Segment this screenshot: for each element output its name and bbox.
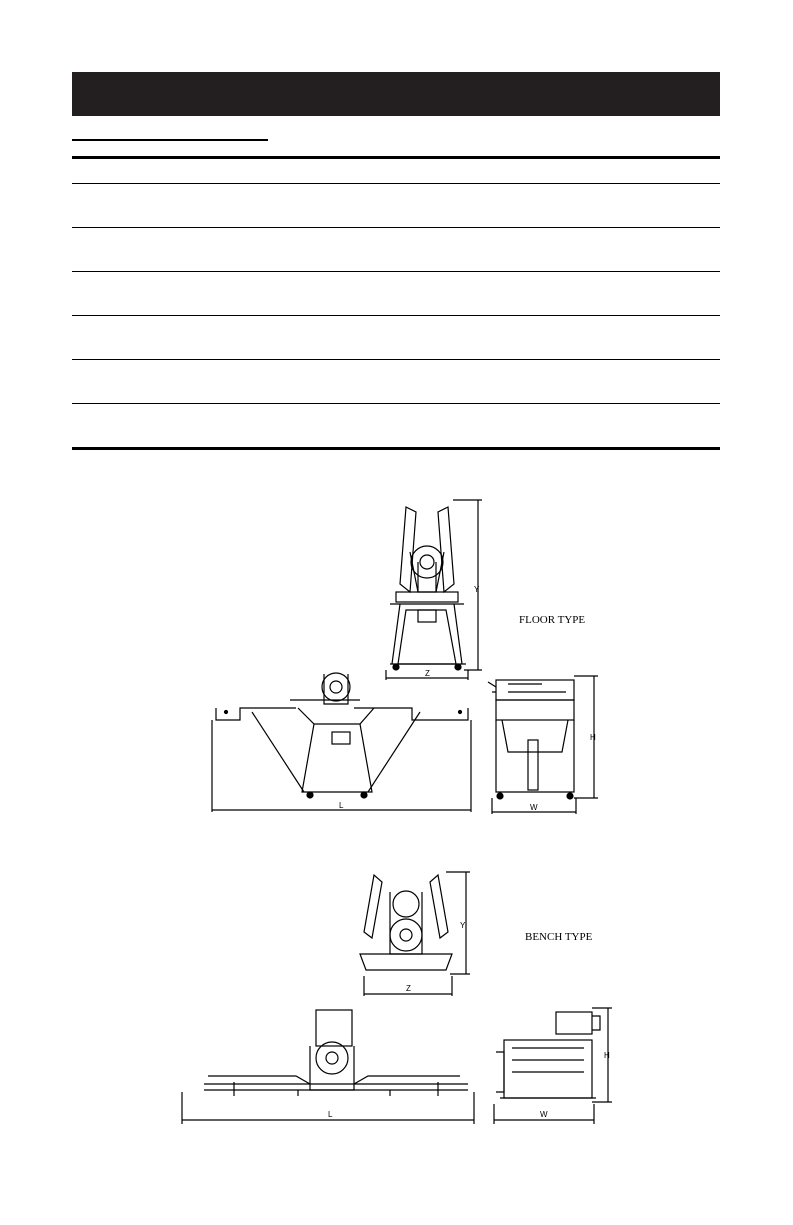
- table-cell: [290, 360, 393, 404]
- table-cell: [290, 184, 393, 228]
- table-cell: [508, 316, 611, 360]
- table-row: [72, 272, 720, 316]
- table-cell: [617, 404, 720, 449]
- floor-dim-l: L: [339, 801, 344, 810]
- table-cell: [72, 404, 175, 449]
- bench-dim-y: Y: [460, 921, 466, 930]
- table-cell: [508, 158, 611, 184]
- table-cell: [72, 272, 175, 316]
- table-cell: [508, 228, 611, 272]
- bench-end-view: [496, 1012, 600, 1098]
- table-cell: [617, 158, 720, 184]
- table-cell: [72, 360, 175, 404]
- bench-front-view: [360, 875, 452, 970]
- table-cell: [508, 360, 611, 404]
- table-cell: [181, 184, 284, 228]
- table-cell: [72, 316, 175, 360]
- table-cell: [617, 360, 720, 404]
- table-cell: [508, 184, 611, 228]
- subheading-underline: [72, 139, 268, 141]
- table-cell: [72, 158, 175, 184]
- bench-type-label: BENCH TYPE: [525, 931, 593, 943]
- table-cell: [181, 158, 284, 184]
- table-cell: [617, 272, 720, 316]
- table-cell: [290, 272, 393, 316]
- floor-dim-w: W: [530, 803, 538, 812]
- table-cell: [72, 184, 175, 228]
- table-cell: [72, 228, 175, 272]
- table-cell: [290, 404, 393, 449]
- dough-sheeter-diagrams: [178, 492, 616, 1157]
- bench-dim-z: Z: [406, 984, 411, 993]
- floor-front-view: [390, 507, 466, 670]
- table-cell: [290, 316, 393, 360]
- floor-side-view: [216, 673, 468, 798]
- specification-table: [72, 156, 720, 450]
- floor-dim-h: H: [590, 733, 596, 742]
- floor-type-label: FLOOR TYPE: [519, 614, 586, 626]
- table-cell: [399, 158, 502, 184]
- table-cell: [181, 360, 284, 404]
- bench-dim-h: H: [604, 1051, 610, 1060]
- table-row: [72, 228, 720, 272]
- table-cell: [399, 184, 502, 228]
- table-cell: [290, 158, 393, 184]
- table-cell: [508, 272, 611, 316]
- table-cell: [617, 316, 720, 360]
- table-cell: [181, 272, 284, 316]
- table-cell: [399, 360, 502, 404]
- table-cell: [399, 272, 502, 316]
- table-cell: [181, 228, 284, 272]
- table-row: [72, 404, 720, 449]
- table-row: [72, 158, 720, 184]
- table-row: [72, 184, 720, 228]
- table-cell: [181, 316, 284, 360]
- floor-end-view: [488, 680, 574, 799]
- table-cell: [399, 316, 502, 360]
- table-cell: [399, 228, 502, 272]
- bench-side-view: [204, 1010, 468, 1096]
- bench-dim-l: L: [328, 1110, 333, 1119]
- section-header-bar: [72, 72, 720, 116]
- table-cell: [399, 404, 502, 449]
- floor-dim-z: Z: [425, 669, 430, 678]
- table-cell: [617, 228, 720, 272]
- table-cell: [290, 228, 393, 272]
- bench-dim-w: W: [540, 1110, 548, 1119]
- table-cell: [181, 404, 284, 449]
- table-cell: [617, 184, 720, 228]
- table-cell: [508, 404, 611, 449]
- floor-dim-y: Y: [474, 585, 480, 594]
- table-row: [72, 360, 720, 404]
- table-row: [72, 316, 720, 360]
